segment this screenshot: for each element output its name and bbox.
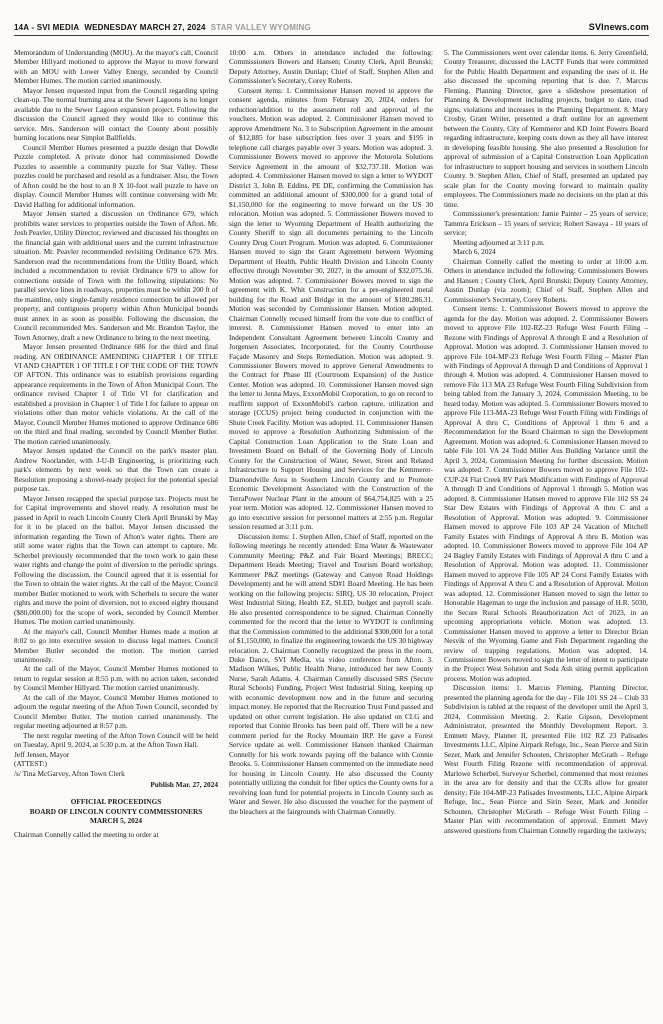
paragraph: The next regular meeting of the Afton Town Council will be held on Tuesday, April 9, 2024, at 5:30 p.m. at the Afton Town Hall. bbox=[14, 730, 218, 750]
signature-line: (ATTEST:) bbox=[14, 759, 47, 769]
paragraph: Consent items: 1. Commissioner Bowers moved to approve the agenda for the day. Motion was adopted. 2. Commissioner Bowers moved to approve File 102-RZ-23 Refuge West Fourth Filing – Rezone with Findings of Approval A through E and a Resolution of Approval. Motion was adopted. 3. Commissioner Hansen moved to approve File 104-MP-23 Refuge West Fourth Filing – Master Plan with Findings of Approval A through D and Conditions of Approval 1 through 4. Motion was adopted. 4. Commissioner Hansen moved to remove File 113 MA 23 Refuge West Fourth Filing Subdivision from being tabled from the January 3, 2024, Commission Meeting, to be heard today. Motion was adopted. 5. Commissioner Bowers moved to approve File 113-MA-23 Refuge West Fourth Filing with Findings of Approval A thru C, Conditions of Approval 1 thru 6 and a Recommendation for the Board Chairman to sign the Development Agreement. Motion was adopted. 6. Commissioner Hansen moved to table File 101 VA 24 Todd Miller Aus Building Variance until the April 3, 2024, Commission Meeting for further discussion. Motion was adopted. 7. Commissioner Bowers moved to approve File 102-CUP-24 Flat Creek RV Park Modification with Findings of Approval A through D and Conditions of Approval 1 through 5. Motion was adopted. 8. Commissioner Hansen moved to approve File 102 SS 24 Star Dew Estates with Findings of Approval A thru C and a Resolution of Approval. Motion was adopted. 9. Commissioner Hansen moved to approve File 103 AP 24 Vacation of Mitchell Family Estates with Findings of Approval A thru B. Motion was adopted. 10. Commissioner Bowers moved to approve File 104 AP 24 Bagley Family Estates with Findings of Approval A thru C and a Resolution of Approval. Motion was adopted. 11. Commissioner Hansen moved to approve File 105 AP 24 Corsi Family Estates with Findings of Approval A thru C and a Resolution of Approval. Motion was adopted. 12. Commissioner Hansen moved to sign the letter to Honorable Hageman to urge the inclusion and passage of H.R. 5030, the Secure Rural Schools Reauthorization Act of 2023, in an upcoming appropriations vehicle. Motion was adopted. 13. Commissioner Hansen moved to approve a letter to Director Brian Nesvik of the Wyoming Game and Fish Department regarding the review of trapping regulations. Motion was adopted. 14. Commissioner Bowers moved to sign the letter of intent to participate in the Project West Solution and Soda Ash siting permit application process. Motion was adopted. bbox=[444, 304, 648, 683]
publish-date: Publish Mar. 27, 2024 bbox=[150, 780, 218, 790]
paragraph: At the call of the Mayor, Council Member Humes motioned to return to regular session at 8:55 p.m. with no action taken, seconded by Council Member Hillyard. The motion carried unanimously. bbox=[14, 664, 218, 693]
masthead bbox=[14, 22, 649, 35]
paragraph: Mayor Jensen updated the Council on the park's master plan. Andrew Noorlander, with J-U-B Engineering, is prioritizing each park's elements by next week so that the Town can create a Resolution proposing a shovel-ready project for the potential special purpose tax. bbox=[14, 446, 218, 494]
section-heading-line: OFFICIAL PROCEEDINGS bbox=[70, 796, 162, 806]
section-heading-line: MARCH 5, 2024 bbox=[89, 816, 143, 826]
paragraph: Mayor Jensen presented Ordinance 686 for the third and final reading. AN ORDINANCE AMENDING CHAPTER 1 OF TITLE VI AND CHAPTER 1 OF TITLE I OF THE CODE OF THE TOWN OF AFTON. This ordinance was to establish provisions regarding appearance requirements in the Town of Afton Municipal Court. The ordinance revised Chapter I of Title VI for clarification and established a provision in Chapter 1 of Title I for failure to appear on violations other than motor vehicle violations. At the call of the Mayor, Council Member Humes motioned to approve Ordinance 686 on the third and final reading, seconded by Council Member Butler. The motion carried unanimously. bbox=[14, 342, 218, 446]
paragraph: Chairman Connelly called the meeting to order at bbox=[14, 830, 159, 840]
section-heading bbox=[14, 797, 218, 827]
paragraph: Mayor Jensen requested input from the Council regarding spring clean-up. The normal burning area at the Sewer Lagoons is no longer available due to the Sewer Lagoon expansion project. Following the discussion the Council agreed they would like to continue this service. Mrs. Sanderson will contact the County about possibly burning locations near Simplot Ballfields. bbox=[14, 85, 218, 143]
website-link[interactable]: SVInews.com bbox=[588, 22, 649, 32]
paragraph: Discussion items: 1. Stephen Allen, Chief of Staff, reported on the following meetings he recently attended: Etna Water & Wastewater Community Meeting; P&Z and Fair Board Meetings; BRECC; Department Heads Meeting; Travel and Tourism Board workshop; Kemmerer P&Z meetings (Gateway and Canyon Road Holdings Development) and he will attend SD#1 Board Meeting. He has been working on the following projects: SIRQ, US 30 relocation, Project West Industrial Siting, Health EZ, SLED, budget and payroll scale. He also presented correspondence to be signed. Chairman Connelly commented for the record that the letter to WYDOT is confirming that the Commission committed to the additional $300,000 for a total of $1,150,000, to finalize the engineering towards the US 30 highway relocation. 2. Chairman Connelly recognized the press in the room, Duke Dance, SVI Media, via video conference from Afton. 3. Madison Wilkes, Public Health Nurse, introduced her new County Nurse, Sarah Adams. 4. Chairman Connelly discussed SRS (Secure Rural Schools) Funding, Project West Industrial Siting, keeping up with economic development now and in the future and securing impact money. He reported that the Recreation Trust Fund passed and updated on other current legislation. He also updated on CLG and reported that Connie Brooks has been paid off. There will be a new comment period for the Rocky Mountain IRP. He gave a Forest Service update as well. Commissioner Hansen thanked Chairman Connelly for his work towards paying off the balance with Connie Brooks. 5. Commissioner Hansen commented on the immediate need for housing in Lincoln County. He also discussed the County potentially utilizing the conduit for fiber optics the County owns for a revolving loan fund for potential projects in Lincoln County such as Water and Sewer. He also discussed the voucher for the payment of the bleachers at the fairgrounds with Chairman Connelly. bbox=[229, 531, 433, 816]
page-number-label: 14A - SVI MEDIA bbox=[14, 23, 80, 32]
paragraph: Mayor Jensen recapped the special purpose tax. Projects must be for Capital improvements and shovel ready. A resolution must be passed in April to reach Lincoln County Clerk April Brunski by May for it to be placed on the ballot. Mayor Jensen discussed the information regarding the Town of Afton's water rights. There are still some water rights that the Town can attempt to capture. Mr. Scherbel previously recommended that the town work to gain these water rights and change the point of diversion to the periodic springs. Following the discussion, the Council agreed that it is essential for the Town to obtain the water rights. At the call of the Mayor, Council member Butler motioned to work with Scherbels to secure the water rights and move the point of diversion, not to exceed eighty thousand ($80,000.00) for the scope of work, seconded by Council Member Humes. The motion carried unanimously. bbox=[14, 493, 218, 627]
signature-line: Jeff Jensen, Mayor bbox=[14, 749, 70, 759]
publication-location: STAR VALLEY WYOMING bbox=[210, 23, 311, 32]
paragraph: Commissioner's presentation: Jamie Painter – 25 years of service; Tammra Erickson – 15 years of service; Robert Sawaya - 10 years of service; bbox=[444, 209, 648, 238]
article-columns bbox=[14, 48, 649, 1000]
text-column-2 bbox=[229, 48, 433, 1000]
paragraph: Consent items: 1. Commissioner Hansen moved to approve the consent agenda, minutes from February 20, 2024, orders for reduction/addition to the assessment roll and approval of the vouchers. Motion was adopted. 2. Commissioner Hansen moved to approve Amendment No. 3 to Subscription Agreement in the amount of $12,885 for base subscription fees over 3 years and $195 in telephone call charges payable over 3 years. Motion was adopted. 3. Commissioner Bowers moved to approve the Motorola Solutions Service Agreement in the amount of $32,737.18. Motion was adopted. 4. Commissioner Hansen moved to sign a letter to WYDOT District 3, John B. Eddins, PE DE, confirming the Commission has committed an additional amount of $300,000 for a grand total of $1,150,000 for the engineering to move forward on the US 30 relocation. Motion was adopted. 5. Commissioner Bowers moved to sign the letter to Wyoming Department of Health authorizing the County Sheriff to sign all documents pertaining to the Lincoln County Drug Court Program. Motion was adopted. 6. Commissioner Hansen moved to sign the Grant Agreement between Wyoming Department of Health, Public Health Division and Lincoln County effective through November 30, 2027, in the amount of $32,075.36. Motion was adopted. 7. Commissioner Bowers moved to sign the agreement with K. Whit Construction for a pre-engineered metal building for the Road and Bridge in the amount of $180,286.31. Motion was seconded by Commissioner Hansen. Motion adopted. Chairman Connelly recused himself from the vote due to conflict of interest. 8. Commissioner Hansen moved to enter into an Independent Consultant Agreement between Lincoln County and Jorgensen Associates, Incorporated, for the County Courthouse Façade Masonry and Steps Remediation. Motion was adopted. 9. Commissioner Bowers moved to approve General Amendments to the Contract for Phase III (Courtroom Expansion) of the Justice Center. Motion was adopted. 10. Commissioner Hansen moved sign the letter to Jenna Mays, ExxonMobil Corporation, to go on record to reaffirm support of ExxonMobil's carbon capture, utilization and storage (CCUS) project being conducted in conjunction with the Shute Creek Facility. Motion was adopted. 11. Commissioner Hansen moved to approve a Resolution Authorizing Submission of the Capital Construction Loan Application to the State Loan and Investment Board on Behalf of the Governing Body of Lincoln County for the Construction of Water, Sewer, Street and Related Infrastructure to Support Housing and Services for the Kemmerer-Diamondville Area in Southern Lincoln County and to Promote Economic Development Associated with the Construction of the TerraPower Nuclear Plant in the amount of $64,754,825 with a 25 year term. Motion was adopted. 12. Commissioner Hansen moved to go into executive session for personnel matters at 2:55 p.m. Regular session resumed at 3:11 p.m. bbox=[229, 85, 433, 532]
issue-date: WEDNESDAY MARCH 27, 2024 bbox=[84, 23, 206, 32]
paragraph: 5. The Commissioners went over calendar items. 6. Jerry Greenfield, County Treasurer, discussed the LACTF Funds that were committed for the Public Health Department and expanding the uses of it. He also discussed the upcoming reporting that is due. 7. Marcus Fleming, Planning Director, gave a slideshow presentation of Planning & Development including projects, budget to date, road signs, violations and increases in the Planning Department. 8. Mary Crosby, Grant Writer, presented a draft outline for an agreement between the County, City of Kemmerer and KD Joint Powers Board regarding infrastructure, keeping costs down as they all have interest in developing feasible housing. She also presented a Resolution for approval of submission of a Capital Construction Loan Application for infrastructure to support housing and services in southern Lincoln County. 9. Stephen Allen, Chief of Staff, presented an updated pay scale plan for the County moving forward to maintain quality employees. The Commissioners made no decisions on the plan at this time. bbox=[444, 48, 648, 209]
paragraph: Chairman Connelly called the meeting to order at 10:00 a.m. Others in attendance included the following: Commissioners Bowers and Hansen ; County Clerk, April Brunski; Deputy County Attorney, Austin Dunlap (via zoom); Chief of Staff, Stephen Allen and Commissioner's Secretary, Corey Roberts. bbox=[444, 256, 648, 304]
paragraph: Mayor Jensen started a discussion on Ordinance 679, which prohibits water services to properties outside the Town of Afton. Mr. Josh Peavler, Utility Director, reviewed and discussed his thoughts on the financial gain with additional users and the current infrastructure situation. Mr. Peavler recommended revisiting Ordinance 679. Mrs. Sanderson read the recommendations from the Utility Board, which included a recommendation to revisit Ordinance 679 to allow for connections outside of Town with the following stipulations: No parallel service lines in roadways, properties must be within 200 ft of the mainline, only single-family residence connection be allowed per property, and contiguous property within Afton Municipal bounds must annex in as soon as possible. Following the discussion, the Council recommended Mrs. Sanderson and Mr. Brandon Taylor, the Town Attorney, draft a new Ordinance to bring to the next meeting. bbox=[14, 209, 218, 342]
paragraph: Discussion items: 1. Marcus Fleming, Planning Director, presented the planning agenda for the day - File 101 SS 24 – Club 33 Subdivision is tabled at the request of the developer until the April 3, 2024, Commission Meeting. 2. Katie Gipson, Development Administrator, presented the Monthly Development Report. 3. Emmett Mavy, Planner II, presented File 102 RZ 23 Palisades Investments LLC, Alpine Airpark Refuge, Inc., Sean Pierce and Sirin Sezer, Mark and Jennifer Schouten, Christopher McGrath – Refuge West Fourth Filing Rezone with recommendation of approval. Marlowe Scherbel, Surveyor Scherbel, commented that most rezones in the area are for density and that the CCRs allow for greater density; File 104-MP-23 Palisades Investments, LLC, Alpine Airpark Refuge, Inc., Sean Pierce and Sirin Sezer, Mark and Jennifer Schouten, Christopher McGrath – Refuge West Fourth Filing – Master Plan with recommendation of approval. Emmett Mavy answered questions from Chairman Connelly regarding the taxiways; bbox=[444, 683, 648, 835]
signature-line: /s/ Tina McGarvey, Afton Town Clerk bbox=[14, 768, 125, 778]
masthead-divider bbox=[14, 35, 649, 36]
text-column-1 bbox=[14, 48, 218, 1000]
paragraph: March 6, 2024 bbox=[453, 247, 496, 257]
section-heading-line: BOARD OF LINCOLN COUNTY COMMISSIONERS bbox=[29, 806, 203, 816]
paragraph: Meeting adjourned at 3:11 p.m. bbox=[453, 237, 545, 247]
text-column-3 bbox=[444, 48, 648, 1000]
paragraph: 10:00 a.m. Others in attendance included the following: Commissioners Bowers and Hansen; County Clerk, April Brunski; Deputy Attorney, Austin Dunlap; Chief of Staff, Stephen Allen and Commissioner's Secretary, Corey Roberts. bbox=[229, 48, 433, 86]
paragraph: Council Member Humes presented a puzzle design that Dowdle Puzzle completed. A private donor had commissioned Dowdle Puzzles to assemble a community puzzle for Star Valley. These puzzles could be purchased and resold as a fundraiser. Also, the Town of Afton could be the host to an 8 X 10-foot wall puzzle to have on display. Council Member Humes will continue conversing with Mr. David Halling for additional information. bbox=[14, 142, 218, 209]
paragraph: At the call of the Mayor, Council Member Humes motioned to adjourn the regular meeting of the Afton Town Council, seconded by Council Member Butler. The motion carried unanimously. The regular meeting adjourned at 8:57 p.m. bbox=[14, 692, 218, 731]
paragraph: Memorandum of Understanding (MOU). At the mayor's call, Council Member Hillyard motioned to approve the Mayor to move forward with an MOU with Lower Valley Energy, seconded by Council Member Humes. The motion carried unanimously. bbox=[14, 48, 218, 86]
paragraph: At the mayor's call, Council Member Humes made a motion at 8:02 to go into executive session to discuss legal matters. Council Member Butler seconded the motion. The motion carried unanimously. bbox=[14, 626, 218, 664]
masthead-left bbox=[14, 23, 311, 32]
